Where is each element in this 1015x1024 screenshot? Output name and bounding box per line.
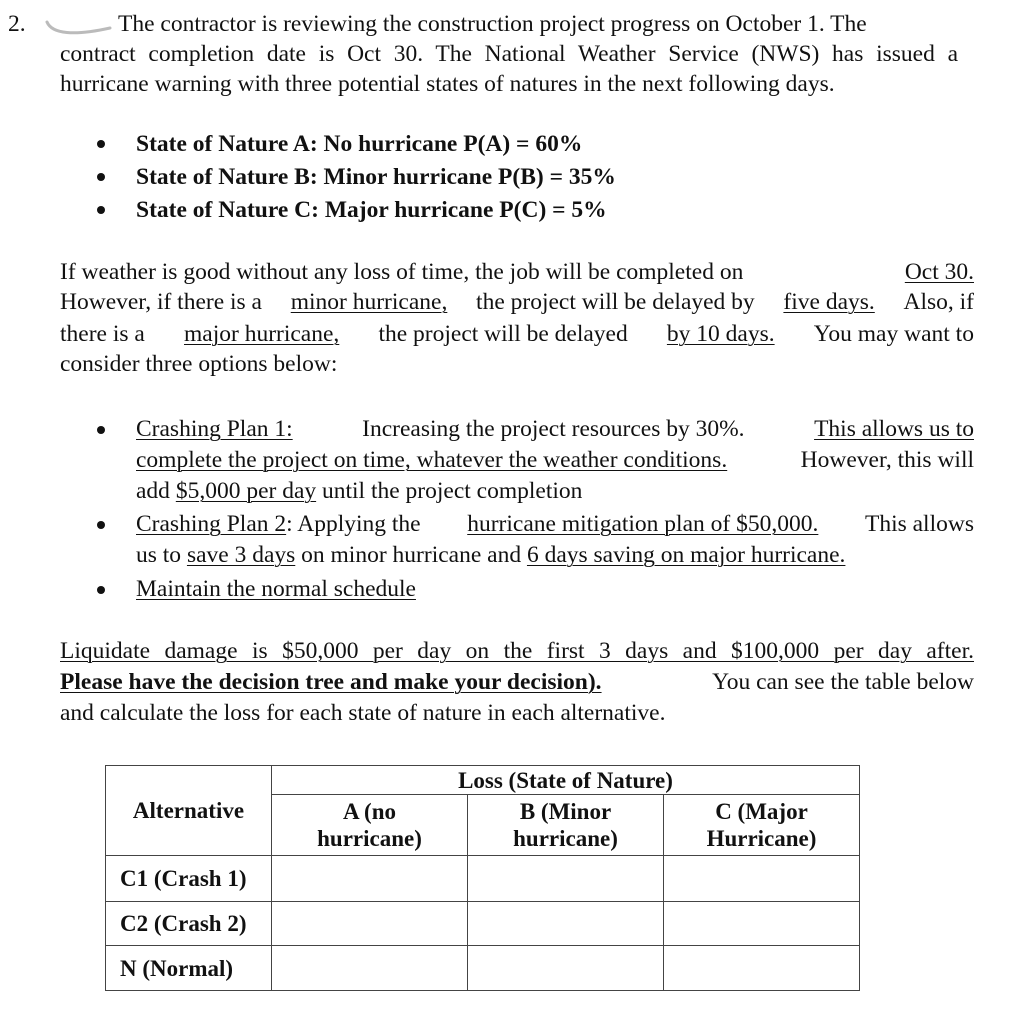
weather-line-3: there is a major hurricane, the project will be delayed by 10 days. You may want to xyxy=(60,321,974,347)
loss-cell[interactable] xyxy=(664,946,860,991)
bullet-icon xyxy=(97,206,105,214)
question-number: 2. xyxy=(8,11,26,37)
scribble-mark xyxy=(44,14,114,40)
intro-line-2: contract completion date is Oct 30. The National Weather Service (NWS) has issued a xyxy=(60,41,958,67)
plan1-line-3: add $5,000 per day until the project completion xyxy=(136,478,583,504)
state-a-header: A (no hurricane) xyxy=(272,795,468,856)
table-row xyxy=(106,946,860,991)
normal-option: Maintain the normal schedule xyxy=(136,576,416,602)
state-c-header: C (Major Hurricane) xyxy=(664,795,860,856)
weather-line-1: If weather is good without any loss of time, the job will be completed on Oct 30. xyxy=(60,259,974,285)
state-c: State of Nature C: Major hurricane P(C) = 5% xyxy=(136,197,607,223)
plan1-line-2: complete the project on time, whatever the weather conditions. However, this will xyxy=(136,447,974,473)
weather-line-4: consider three options below: xyxy=(60,351,338,377)
alternative-cell: C1 (Crash 1) xyxy=(106,856,272,902)
loss-cell[interactable] xyxy=(468,856,664,902)
plan2-line-2: us to save 3 days on minor hurricane and 6 days saving on major hurricane. xyxy=(136,542,846,568)
state-b: State of Nature B: Minor hurricane P(B) = 35% xyxy=(136,164,616,190)
bullet-icon xyxy=(97,521,105,529)
plan2-line-1: Crashing Plan 2: Applying the hurricane mitigation plan of $50,000. This allows xyxy=(136,511,974,537)
loss-cell[interactable] xyxy=(468,902,664,946)
plan1-line-1: Crashing Plan 1: Increasing the project resources by 30%. This allows us to xyxy=(136,416,974,442)
state-a: State of Nature A: No hurricane P(A) = 60% xyxy=(136,131,583,157)
intro-line-1: The contractor is reviewing the construction project progress on October 1. The xyxy=(118,11,867,37)
loss-cell[interactable] xyxy=(468,946,664,991)
intro-line-3: hurricane warning with three potential states of natures in the next following days. xyxy=(60,71,835,97)
alternative-cell: N (Normal) xyxy=(106,946,272,991)
loss-cell[interactable] xyxy=(272,902,468,946)
loss-cell[interactable] xyxy=(664,902,860,946)
loss-cell[interactable] xyxy=(664,856,860,902)
bullet-icon xyxy=(97,173,105,181)
loss-cell[interactable] xyxy=(272,856,468,902)
state-b-header: B (Minor hurricane) xyxy=(468,795,664,856)
alternative-cell: C2 (Crash 2) xyxy=(106,902,272,946)
loss-table xyxy=(105,765,860,991)
damage-line-1: Liquidate damage is $50,000 per day on the first 3 days and $100,000 per day after. xyxy=(60,638,974,664)
alternative-header: Alternative xyxy=(106,766,272,856)
table-row xyxy=(106,902,860,946)
bullet-icon xyxy=(97,426,105,434)
bullet-icon xyxy=(97,140,105,148)
damage-line-2: Please have the decision tree and make your decision). You can see the table below xyxy=(60,669,974,695)
bullet-icon xyxy=(97,586,105,594)
table-row xyxy=(106,856,860,902)
loss-cell[interactable] xyxy=(272,946,468,991)
damage-line-3: and calculate the loss for each state of nature in each alternative. xyxy=(60,700,666,726)
loss-group-header: Loss (State of Nature) xyxy=(272,766,860,795)
weather-line-2: However, if there is a minor hurricane, the project will be delayed by five days. Also, if xyxy=(60,289,974,315)
